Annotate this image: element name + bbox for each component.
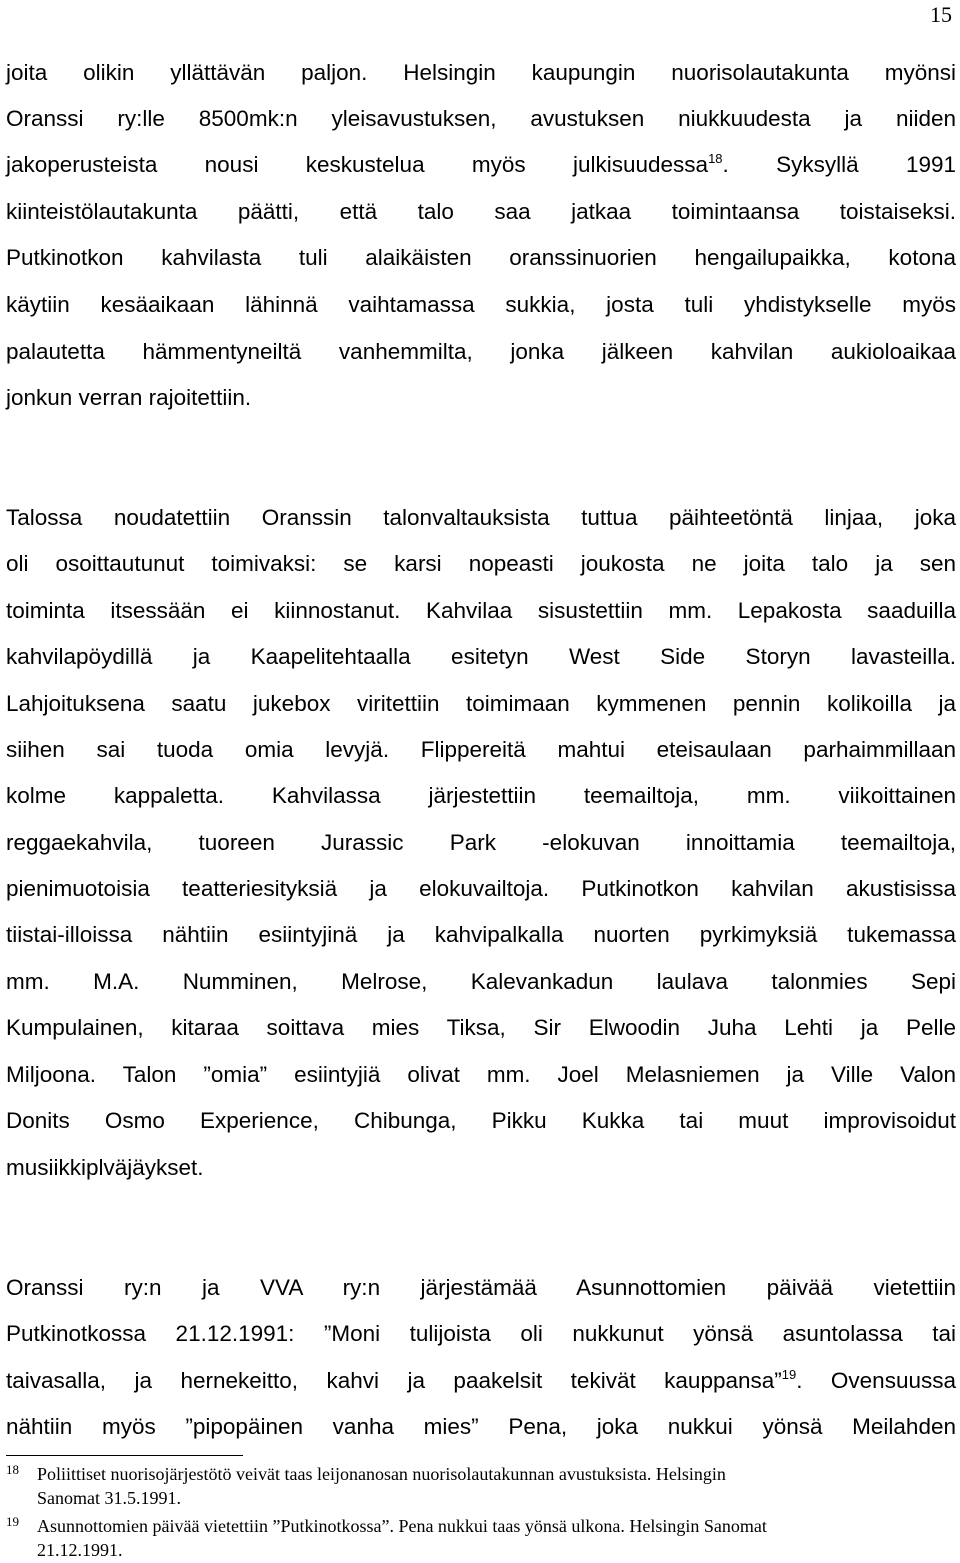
text-line: Oranssi ry:lle 8500mk:n yleisavustuksen, avustuksen niukkuudesta ja niiden: [6, 106, 956, 131]
footnote-text: Asunnottomien päivää vietettiin ”Putkinotkossa”. Pena nukkui taas yönsä ulkona. Helsingin Sanomat: [37, 1516, 767, 1536]
text-line: Miljoona. Talon ”omia” esiintyjiä olivat mm. Joel Melasniemen ja Ville Valon: [6, 1062, 956, 1087]
text-line: nähtiin myös ”pipopäinen vanha mies” Pena, joka nukkui yönsä Meilahden: [6, 1414, 956, 1439]
text-line: mm. M.A. Numminen, Melrose, Kalevankadun laulava talonmies Sepi: [6, 969, 956, 994]
text-line: Kumpulainen, kitaraa soittava mies Tiksa, Sir Elwoodin Juha Lehti ja Pelle: [6, 1015, 956, 1040]
footnote-text: Sanomat 31.5.1991.: [37, 1488, 181, 1508]
text-segment: . Ovensuussa: [796, 1368, 956, 1393]
text-line: Talossa noudatettiin Oranssin talonvaltauksista tuttua päihteetöntä linjaa, joka: [6, 505, 956, 530]
text-line: Putkinotkossa 21.12.1991: ”Moni tulijoista oli nukkunut yönsä asuntolassa tai: [6, 1321, 956, 1346]
text-line: Lahjoituksena saatu jukebox viritettiin toimimaan kymmenen pennin kolikoilla ja: [6, 691, 956, 716]
text-segment: . Syksyllä 1991: [722, 152, 956, 177]
text-line: oli osoittautunut toimivaksi: se karsi nopeasti joukosta ne joita talo ja sen: [6, 551, 956, 576]
text-line: kiinteistölautakunta päätti, että talo saa jatkaa toimintaansa toistaiseksi.: [6, 199, 956, 224]
text-line: palautetta hämmentyneiltä vanhemmilta, jonka jälkeen kahvilan aukioloaikaa: [6, 339, 956, 364]
page-number: 15: [930, 2, 952, 27]
footnote-number: 18: [6, 1462, 19, 1477]
footnote-text: Poliittiset nuorisojärjestötö veivät taas leijonanosan nuorisolautakunnan avustuksista. Helsingin: [37, 1464, 726, 1484]
text-line: käytiin kesäaikaan lähinnä vaihtamassa sukkia, josta tuli yhdistykselle myös: [6, 292, 956, 317]
footnote-separator: [6, 1455, 243, 1456]
footnote-text: 21.12.1991.: [37, 1540, 123, 1560]
text-segment: jakoperusteista nousi keskustelua myös julkisuudessa: [6, 152, 709, 177]
text-line: tiistai-illoissa nähtiin esiintyjinä ja kahvipalkalla nuorten pyrkimyksiä tukemassa: [6, 922, 956, 947]
text-line: siihen sai tuoda omia levyjä. Flippereitä mahtui eteisaulaan parhaimmillaan: [6, 737, 956, 762]
text-line: Putkinotkon kahvilasta tuli alaikäisten oranssinuorien hengailupaikka, kotona: [6, 245, 956, 270]
footnote-ref-19[interactable]: 19: [781, 1367, 797, 1382]
footnote-ref-18[interactable]: 18: [708, 151, 723, 166]
footnote-number: 19: [6, 1514, 19, 1529]
text-line: joita olikin yllättävän paljon. Helsingin kaupungin nuorisolautakunta myönsi: [6, 60, 956, 85]
text-line: kolme kappaletta. Kahvilassa järjestettiin teemailtoja, mm. viikoittainen: [6, 783, 956, 808]
text-line: Donits Osmo Experience, Chibunga, Pikku Kukka tai muut improvisoidut: [6, 1108, 956, 1133]
text-segment: taivasalla, ja hernekeitto, kahvi ja paakelsit tekivät kauppansa”: [6, 1368, 782, 1393]
text-line: [6, 150, 956, 180]
text-line: Oranssi ry:n ja VVA ry:n järjestämää Asunnottomien päivää vietettiin: [6, 1275, 956, 1300]
text-line: pienimuotoisia teatteriesityksiä ja elokuvailtoja. Putkinotkon kahvilan akustisissa: [6, 876, 956, 901]
text-line: kahvilapöydillä ja Kaapelitehtaalla esitetyn West Side Storyn lavasteilla.: [6, 644, 956, 669]
text-line: [6, 1366, 956, 1396]
text-line: toiminta itsessään ei kiinnostanut. Kahvilaa sisustettiin mm. Lepakosta saaduilla: [6, 598, 956, 623]
text-line: jonkun verran rajoitettiin.: [6, 385, 252, 410]
text-line: reggaekahvila, tuoreen Jurassic Park -elokuvan innoittamia teemailtoja,: [6, 830, 956, 855]
text-line: musiikkiplväjäykset.: [6, 1155, 204, 1180]
